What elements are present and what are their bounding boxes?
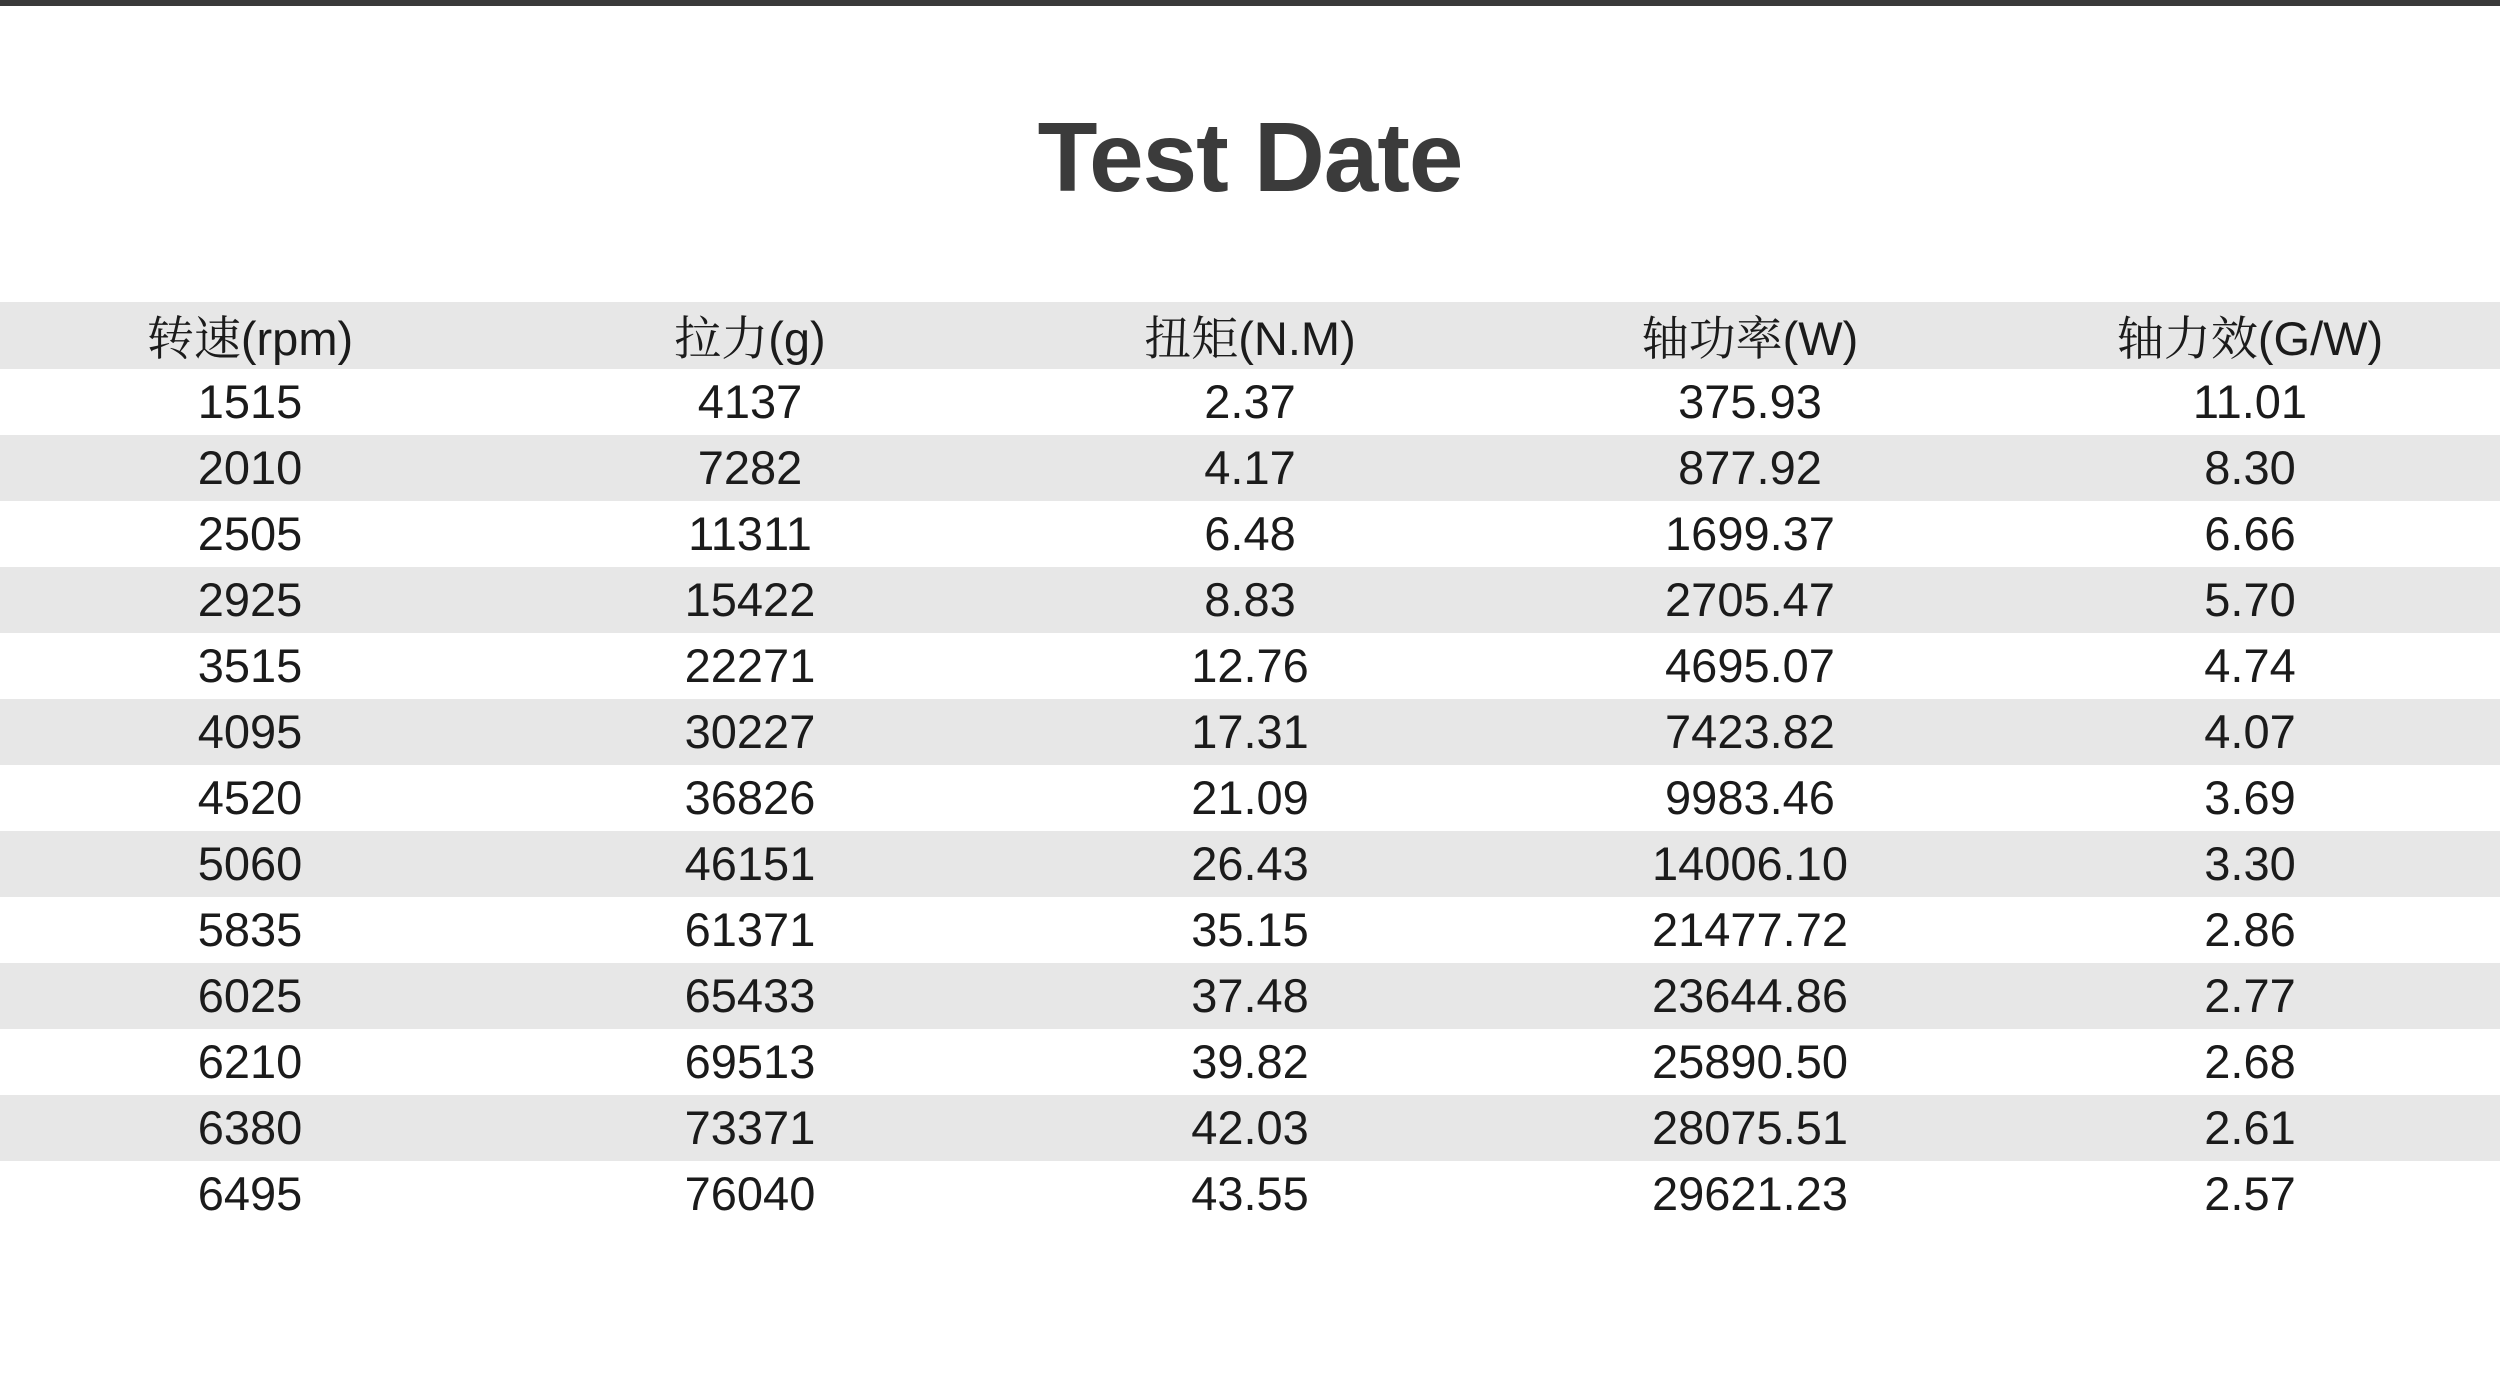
table-cell: 4095 <box>197 705 303 759</box>
table-cell: 21477.72 <box>1651 903 1849 957</box>
table-cell: 2.86 <box>2204 903 2296 957</box>
table-cell: 6210 <box>197 1035 303 1089</box>
table-cell: 25890.50 <box>1651 1035 1849 1089</box>
table-cell: 877.92 <box>1678 441 1822 495</box>
table-cell: 6495 <box>197 1167 303 1221</box>
column-header-efficiency: 轴力效(G/W) <box>2116 311 2384 365</box>
table-cell: 4695.07 <box>1665 639 1835 693</box>
table-cell: 2705.47 <box>1665 573 1835 627</box>
table-cell: 3515 <box>197 639 303 693</box>
table-cell: 23644.86 <box>1651 969 1849 1023</box>
column-header-rpm: 转速(rpm) <box>146 311 354 365</box>
table-row <box>0 633 2500 699</box>
table-row <box>0 567 2500 633</box>
table-row <box>0 765 2500 831</box>
table-cell: 11311 <box>688 507 812 561</box>
table-cell: 2925 <box>197 573 303 627</box>
table-cell: 2.61 <box>2204 1101 2296 1155</box>
table-cell: 2.68 <box>2204 1035 2296 1089</box>
table-cell: 46151 <box>684 837 816 891</box>
top-bar <box>0 0 2500 6</box>
table-row <box>0 831 2500 897</box>
table-cell: 4137 <box>697 375 803 429</box>
table-cell: 15422 <box>684 573 816 627</box>
table-cell: 6.48 <box>1204 507 1296 561</box>
column-header-thrust: 拉力(g) <box>674 311 826 365</box>
table-cell: 5835 <box>197 903 303 957</box>
table-cell: 26.43 <box>1191 837 1309 891</box>
table-cell: 28075.51 <box>1651 1101 1849 1155</box>
table-cell: 7423.82 <box>1665 705 1835 759</box>
table-cell: 1515 <box>197 375 303 429</box>
column-header-shaft-power: 轴功率(W) <box>1641 311 1859 365</box>
table-cell: 76040 <box>684 1167 816 1221</box>
table-cell: 8.83 <box>1204 573 1296 627</box>
table-cell: 65433 <box>684 969 816 1023</box>
table-row <box>0 963 2500 1029</box>
table-cell: 30227 <box>684 705 816 759</box>
table-cell: 7282 <box>697 441 803 495</box>
table-cell: 17.31 <box>1191 705 1309 759</box>
table-cell: 1699.37 <box>1665 507 1835 561</box>
table-row <box>0 369 2500 435</box>
table-cell: 29621.23 <box>1651 1167 1849 1221</box>
table-cell: 61371 <box>684 903 816 957</box>
table-row <box>0 435 2500 501</box>
test-data-table <box>0 302 2500 1227</box>
table-cell: 39.82 <box>1191 1035 1309 1089</box>
table-cell: 21.09 <box>1191 771 1309 825</box>
table-cell: 6025 <box>197 969 303 1023</box>
column-header-torque: 扭矩(N.M) <box>1144 311 1356 365</box>
table-cell: 69513 <box>684 1035 816 1089</box>
table-header-row <box>0 302 2500 369</box>
page-title: Test Date <box>1037 102 1463 212</box>
table-cell: 11.01 <box>2192 375 2308 429</box>
table-row <box>0 1095 2500 1161</box>
table-cell: 22271 <box>684 639 816 693</box>
table-row <box>0 897 2500 963</box>
table-cell: 12.76 <box>1191 639 1309 693</box>
table-cell: 6.66 <box>2204 507 2296 561</box>
table-cell: 43.55 <box>1191 1167 1309 1221</box>
table-cell: 73371 <box>684 1101 816 1155</box>
table-cell: 35.15 <box>1191 903 1309 957</box>
table-cell: 2.37 <box>1204 375 1296 429</box>
table-cell: 2.57 <box>2204 1167 2296 1221</box>
table-cell: 2010 <box>197 441 303 495</box>
table-cell: 3.30 <box>2204 837 2296 891</box>
table-cell: 2505 <box>197 507 303 561</box>
table-cell: 37.48 <box>1191 969 1309 1023</box>
table-cell: 375.93 <box>1678 375 1822 429</box>
table-cell: 8.30 <box>2204 441 2296 495</box>
table-cell: 5060 <box>197 837 303 891</box>
table-row <box>0 1029 2500 1095</box>
table-cell: 9983.46 <box>1665 771 1835 825</box>
table-cell: 5.70 <box>2204 573 2296 627</box>
table-row <box>0 501 2500 567</box>
table-row <box>0 699 2500 765</box>
table-cell: 4520 <box>197 771 303 825</box>
table-cell: 14006.10 <box>1651 837 1849 891</box>
table-cell: 2.77 <box>2204 969 2296 1023</box>
table-cell: 3.69 <box>2204 771 2296 825</box>
table-cell: 42.03 <box>1191 1101 1309 1155</box>
table-row <box>0 1161 2500 1227</box>
table-cell: 36826 <box>684 771 816 825</box>
table-cell: 4.07 <box>2204 705 2296 759</box>
table-cell: 6380 <box>197 1101 303 1155</box>
table-cell: 4.17 <box>1204 441 1296 495</box>
table-cell: 4.74 <box>2204 639 2296 693</box>
data-table-body <box>0 369 2500 1227</box>
